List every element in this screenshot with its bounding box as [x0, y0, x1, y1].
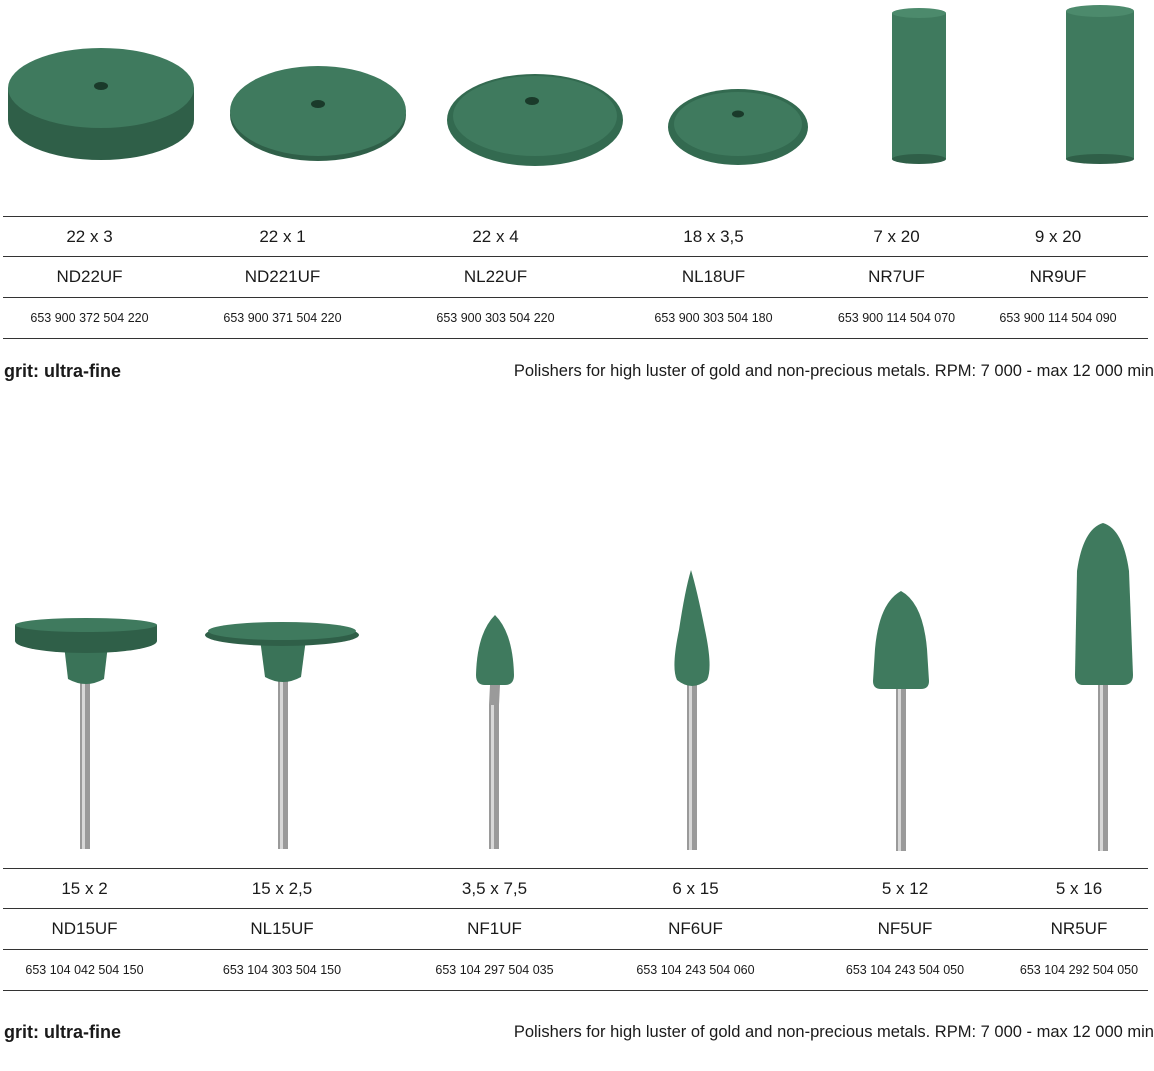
- product-table-2: [3, 868, 1148, 991]
- article-number-row: [3, 298, 1148, 339]
- product-code-cell: NL15UF: [250, 919, 314, 938]
- tall-flame-polisher-image: [671, 570, 713, 850]
- product-code-cell: ND221UF: [244, 267, 321, 286]
- product-code-cell: NF5UF: [877, 919, 933, 938]
- dimensions-cell: 9 x 20: [1034, 226, 1082, 246]
- article-number-cell: 653 104 243 504 050: [845, 963, 965, 977]
- dimensions-cell: 15 x 2: [61, 878, 108, 898]
- dimensions-cell: 15 x 2,5: [251, 878, 313, 898]
- product-code-cell: NR9UF: [1029, 267, 1087, 286]
- dimensions-cell: 22 x 4: [472, 226, 519, 246]
- dimensions-cell: 3,5 x 7,5: [461, 878, 528, 898]
- product-code-cell: NL18UF: [681, 267, 746, 286]
- code-row: [3, 909, 1148, 950]
- small-flame-polisher-image: [473, 613, 517, 849]
- article-number-cell: 653 900 114 504 070: [837, 311, 956, 325]
- dimensions-cell: 22 x 1: [259, 226, 306, 246]
- product-code-cell: NF1UF: [467, 919, 522, 938]
- article-number-cell: 653 900 372 504 220: [30, 311, 149, 325]
- product-table-1: [3, 216, 1148, 339]
- disc-polisher-image: [5, 40, 197, 164]
- long-bullet-polisher-image: [1073, 523, 1135, 851]
- article-number-cell: 653 900 114 504 090: [999, 311, 1117, 325]
- product-description: Polishers for high luster of gold and non-precious metals. RPM: 7 000 - max 12 000 min: [513, 362, 1154, 380]
- article-number-cell: 653 104 243 504 060: [636, 963, 755, 977]
- product-code-cell: NL22UF: [463, 267, 528, 286]
- thin-disc-polisher-image: [228, 62, 408, 164]
- dimensions-row: [3, 217, 1148, 257]
- grit-label: grit: ultra-fine: [4, 1022, 121, 1042]
- product-description: Polishers for high luster of gold and non-precious metals. RPM: 7 000 - max 12 000 min: [513, 1023, 1154, 1041]
- article-number-cell: 653 104 292 504 050: [1019, 963, 1139, 977]
- article-number-cell: 653 900 303 504 220: [436, 311, 555, 325]
- dimensions-cell: 18 x 3,5: [683, 226, 744, 246]
- dimensions-cell: 5 x 16: [1055, 878, 1103, 898]
- small-lens-polisher-image: [667, 88, 809, 168]
- article-number-cell: 653 900 371 504 220: [223, 311, 342, 325]
- dimensions-cell: 6 x 15: [672, 878, 719, 898]
- dimensions-cell: 7 x 20: [873, 226, 920, 246]
- article-number-cell: 653 104 303 504 150: [222, 963, 342, 977]
- code-row: [3, 257, 1148, 298]
- mounted-disc-polisher-image: [14, 617, 158, 849]
- grit-label: grit: ultra-fine: [4, 361, 121, 381]
- dimensions-row: [3, 869, 1148, 909]
- article-number-cell: 653 104 042 504 150: [25, 963, 144, 977]
- lens-polisher-image: [446, 70, 624, 168]
- bullet-polisher-image: [871, 589, 931, 851]
- product-code-cell: NR7UF: [868, 267, 925, 286]
- article-number-row: [3, 950, 1148, 991]
- product-code-cell: NF6UF: [668, 919, 723, 938]
- product-code-cell: NR5UF: [1050, 919, 1108, 938]
- mounted-lens-polisher-image: [204, 619, 360, 849]
- cylinder-polisher-small-image: [890, 7, 948, 165]
- cylinder-polisher-large-image: [1064, 4, 1136, 164]
- product-code-cell: ND15UF: [51, 919, 118, 938]
- product-images-2: [0, 515, 1154, 855]
- product-code-cell: ND22UF: [56, 267, 123, 286]
- product-images-1: [0, 0, 1154, 210]
- article-number-cell: 653 900 303 504 180: [654, 311, 773, 325]
- article-number-cell: 653 104 297 504 035: [435, 963, 554, 977]
- dimensions-cell: 5 x 12: [881, 878, 929, 898]
- dimensions-cell: 22 x 3: [66, 226, 113, 246]
